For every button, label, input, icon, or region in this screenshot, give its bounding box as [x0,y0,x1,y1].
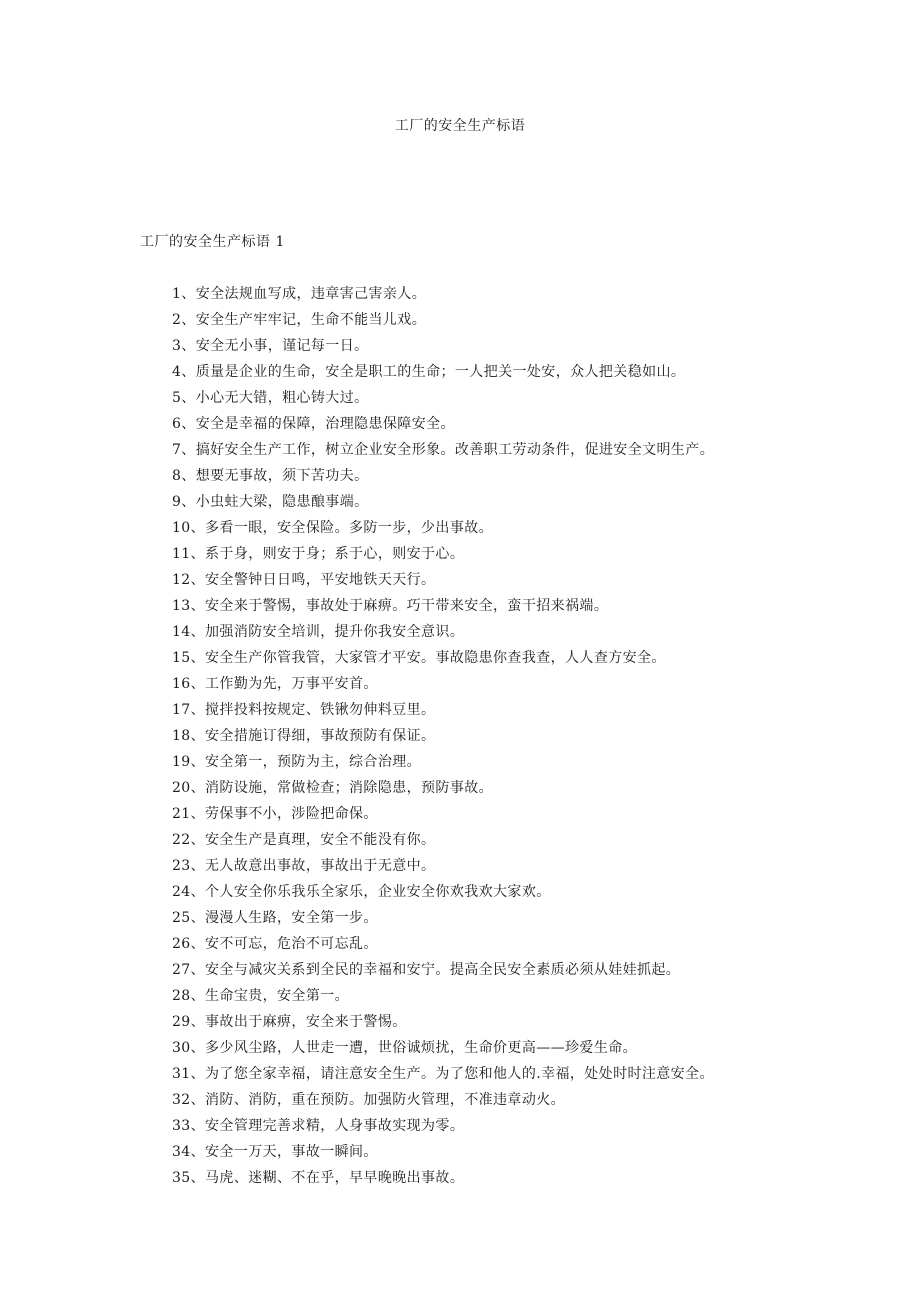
slogan-item: 14、加强消防安全培训，提升你我安全意识。 [172,624,465,640]
slogan-item: 9、小虫蛀大梁，隐患酿事端。 [172,494,369,510]
slogan-item: 8、想要无事故，须下苦功夫。 [172,468,369,484]
slogan-item: 6、安全是幸福的保障，治理隐患保障安全。 [172,416,455,432]
slogan-item: 3、安全无小事，谨记每一日。 [172,338,369,354]
slogan-item: 12、安全警钟日日鸣，平安地铁天天行。 [172,572,436,588]
slogan-item: 32、消防、消防，重在预防。加强防火管理，不准违章动火。 [172,1092,566,1108]
slogan-item: 27、安全与减灾关系到全民的幸福和安宁。提高全民安全素质必须从娃娃抓起。 [172,962,681,978]
slogan-item: 20、消防设施，常做检查；消除隐患，预防事故。 [172,780,494,796]
slogan-item: 18、安全措施订得细，事故预防有保证。 [172,728,436,744]
slogan-item: 24、个人安全你乐我乐全家乐，企业安全你欢我欢大家欢。 [172,884,551,900]
slogan-item: 15、安全生产你管我管，大家管才平安。事故隐患你查我查，人人查方安全。 [172,650,666,666]
slogan-item: 35、马虎、迷糊、不在乎，早早晚晚出事故。 [172,1170,465,1186]
slogan-item: 2、安全生产牢牢记，生命不能当儿戏。 [172,312,427,328]
slogan-item: 11、系于身，则安于身；系于心，则安于心。 [172,546,465,562]
slogan-item: 33、安全管理完善求精，人身事故实现为零。 [172,1118,465,1134]
slogan-item: 21、劳保事不小，涉险把命保。 [172,806,378,822]
slogan-item: 25、漫漫人生路，安全第一步。 [172,910,378,926]
slogan-item: 30、多少风尘路，人世走一遭，世俗诚烦扰，生命价更高——珍爱生命。 [172,1040,638,1056]
document-title: 工厂的安全生产标语 [394,118,526,134]
slogan-item: 17、搅拌投料按规定、铁锹勿伸料豆里。 [172,702,436,718]
slogan-item: 10、多看一眼，安全保险。多防一步，少出事故。 [172,520,494,536]
slogan-item: 19、安全第一，预防为主，综合治理。 [172,754,422,770]
slogan-list [172,283,892,1193]
slogan-item: 29、事故出于麻痹，安全来于警惕。 [172,1014,407,1030]
slogan-item: 28、生命宝贵，安全第一。 [172,988,350,1004]
slogan-item: 16、工作勤为先，万事平安首。 [172,676,378,692]
slogan-item: 31、为了您全家幸福，请注意安全生产。为了您和他人的.幸福，处处时时注意安全。 [172,1066,714,1082]
slogan-item: 4、质量是企业的生命，安全是职工的生命；一人把关一处安，众人把关稳如山。 [172,364,686,380]
slogan-item: 1、安全法规血写成，违章害己害亲人。 [172,286,427,302]
slogan-item: 7、搞好安全生产工作，树立企业安全形象。改善职工劳动条件，促进安全文明生产。 [172,442,715,458]
slogan-item: 5、小心无大错，粗心铸大过。 [172,390,369,406]
slogan-item: 23、无人故意出事故，事故出于无意中。 [172,858,436,874]
section-heading: 工厂的安全生产标语 1 [140,234,285,250]
slogan-item: 13、安全来于警惕，事故处于麻痹。巧干带来安全，蛮干招来祸端。 [172,598,609,614]
slogan-item: 22、安全生产是真理，安全不能没有你。 [172,832,436,848]
slogan-item: 34、安全一万天，事故一瞬间。 [172,1144,378,1160]
slogan-item: 26、安不可忘，危治不可忘乱。 [172,936,378,952]
